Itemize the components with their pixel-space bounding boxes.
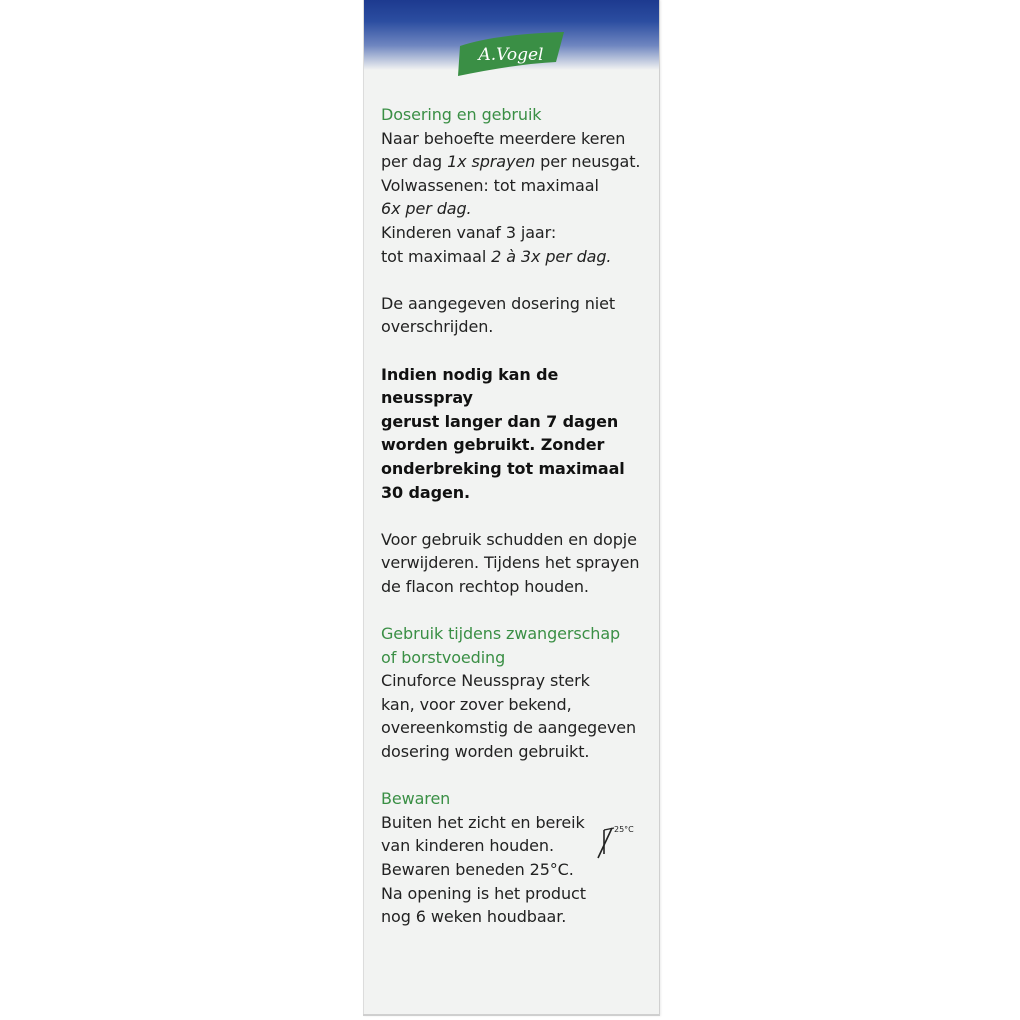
dosering-line-5: Kinderen vanaf 3 jaar: [381,222,557,242]
pregnancy-line-4: dosering worden gebruikt. [381,742,590,762]
warning-line-2: overschrijden. [381,317,494,337]
storage-line-5: nog 6 weken houdbaar. [381,907,567,927]
usage-line-1: Voor gebruik schudden en dopje [381,529,637,549]
dosering-line-4: 6x per dag. [381,199,472,219]
pregnancy-heading-1: Gebruik tijdens zwangerschap [381,624,621,644]
warning-line-1: De aangegeven dosering niet [381,293,616,313]
dosering-line-3: Volwassenen: tot maximaal [381,175,599,195]
storage-line-4: Na opening is het product [381,883,586,903]
bold-note-line-3: worden gebruikt. Zonder [381,435,605,455]
pregnancy-line-1: Cinuforce Neusspray sterk [381,671,590,691]
bold-note-line-2: gerust langer dan 7 dagen [381,411,619,431]
product-box-side-panel [363,0,660,1016]
storage-line-3: Bewaren beneden 25°C. [381,860,574,879]
pregnancy-heading-2: of borstvoeding [381,647,506,667]
product-info-text [381,103,651,929]
dosering-line-2: per dag 1x sprayen per neusgat. [381,152,641,172]
avogel-logo [456,30,568,76]
bold-note-line-4: onderbreking tot maximaal [381,458,625,478]
dosering-line-6: tot maximaal 2 à 3x per dag. [381,246,612,266]
storage-line-1: Buiten het zicht en bereik [381,812,585,832]
storage-heading: Bewaren [381,789,451,809]
bold-note-line-5: 30 dagen. [381,482,470,502]
usage-line-3: de flacon rechtop houden. [381,576,589,596]
dosering-line-1: Naar behoefte meerdere keren [381,128,626,148]
pregnancy-line-2: kan, voor zover bekend, [381,694,572,714]
svg-text:25°C: 25°C [614,825,634,834]
usage-line-2: verwijderen. Tijdens het sprayen [381,553,640,573]
pregnancy-line-3: overeenkomstig de aangegeven [381,718,637,738]
temperature-limit-icon [596,820,636,860]
dosering-heading: Dosering en gebruik [381,105,542,124]
panel-bottom-edge [363,1014,659,1016]
bold-note-line-1: Indien nodig kan de neusspray [381,364,559,408]
svg-text:A.Vogel: A.Vogel [478,45,544,65]
storage-line-2: van kinderen houden. [381,836,554,856]
